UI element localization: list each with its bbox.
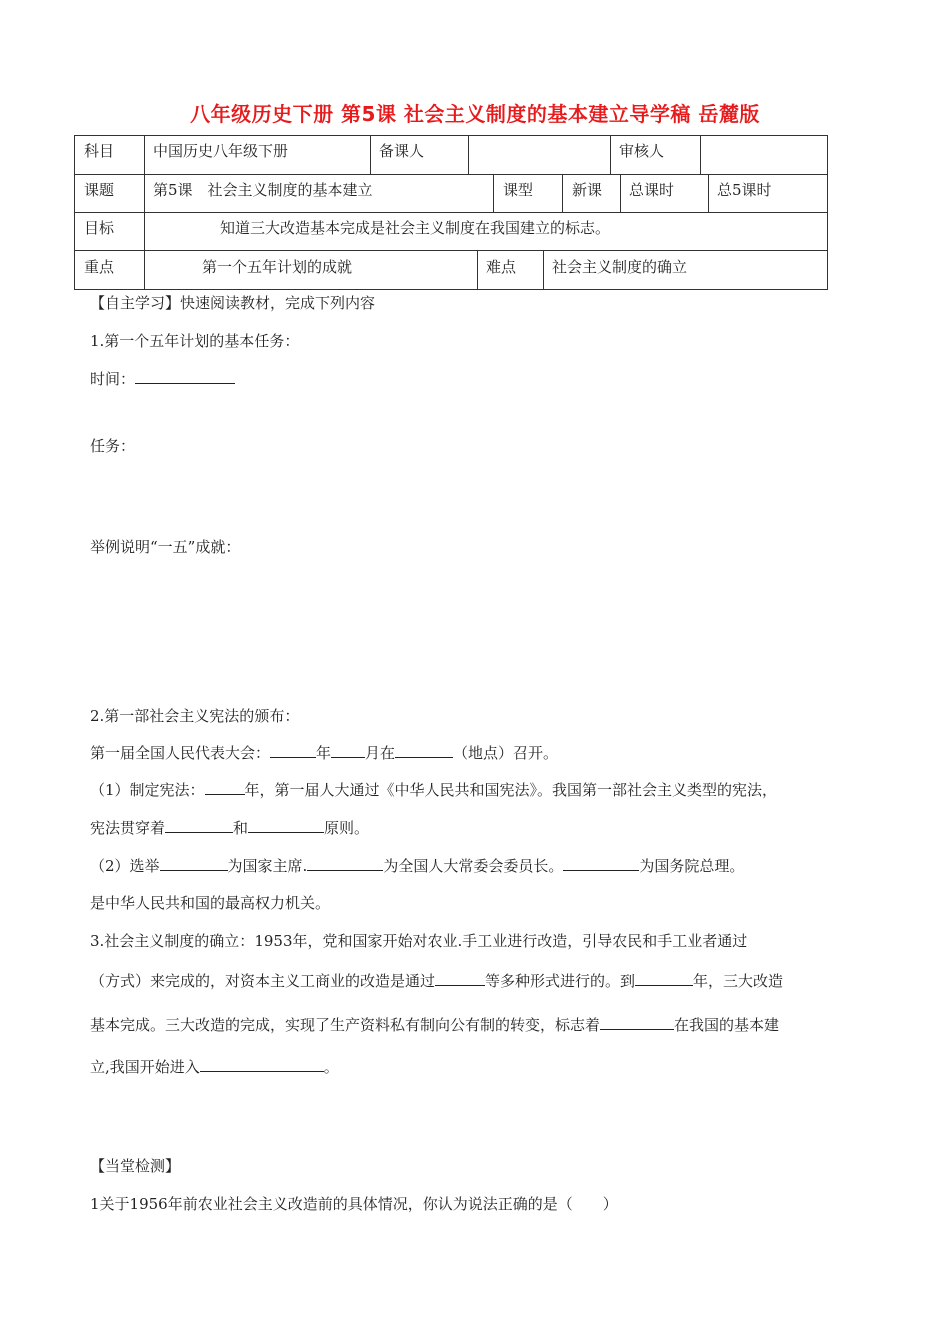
principle-blank-1[interactable] xyxy=(165,817,233,833)
lesson-type-label: 课型 xyxy=(503,181,534,199)
const-text-3: 宪法贯穿着 xyxy=(90,819,166,837)
preparer-label: 备课人 xyxy=(379,142,425,160)
period-blank[interactable] xyxy=(200,1056,324,1072)
example-label: 举例说明“一五”成就： xyxy=(90,538,241,556)
const-year-blank[interactable] xyxy=(205,779,245,795)
question-2: 2.第一部社会主义宪法的颁布： xyxy=(90,707,300,725)
elect-text-1: （2）选举 xyxy=(90,857,160,875)
key-point-value: 第一个五年计划的成就 xyxy=(202,258,353,276)
q3-text-7: 。 xyxy=(323,1058,339,1076)
elect-text-2: 为国家主席. xyxy=(227,857,308,875)
elect-text-3: 为全国人大常委会委员长。 xyxy=(383,857,564,875)
election-line xyxy=(90,855,744,876)
q3-text-1: （方式）来完成的，对资本主义工商业的改造是通过 xyxy=(90,972,436,990)
q3-text-5: 在我国的基本建 xyxy=(674,1016,780,1034)
goal-label: 目标 xyxy=(84,219,115,237)
q3-text-4: 基本完成。三大改造的完成，实现了生产资料私有制向公有制的转变，标志着 xyxy=(90,1016,601,1034)
const-text-4: 原则。 xyxy=(324,819,370,837)
question-1: 1.第一个五年计划的基本任务： xyxy=(90,332,300,350)
elect-text-4: 为国务院总理。 xyxy=(639,857,745,875)
total-hours-label: 总课时 xyxy=(629,181,675,199)
constitution-line-1 xyxy=(90,779,777,800)
question-3-line-4 xyxy=(90,1056,339,1077)
goal-value: 知道三大改造基本完成是社会主义制度在我国建立的标志。 xyxy=(220,219,611,237)
difficulty-label: 难点 xyxy=(486,258,517,276)
total-hours-value: 总5课时 xyxy=(717,181,772,199)
document-title: 八年级历史下册 第5课 社会主义制度的基本建立导学稿 岳麓版 xyxy=(190,102,760,126)
task-label: 任务： xyxy=(90,437,136,455)
npc-text: 第一届全国人民代表大会： xyxy=(90,744,271,762)
subject-label: 科目 xyxy=(84,142,115,160)
question-3-line-3 xyxy=(90,1014,779,1035)
place-blank[interactable] xyxy=(395,742,453,758)
power-line: 是中华人民共和国的最高权力机关。 xyxy=(90,894,331,912)
q3-text-6: 立,我国开始进入 xyxy=(90,1058,200,1076)
q3-text-2: 等多种形式进行的。到 xyxy=(485,972,636,990)
difficulty-value: 社会主义制度的确立 xyxy=(552,258,688,276)
const-text-2: 年，第一届人大通过《中华人民共和国宪法》。我国第一部社会主义类型的宪法， xyxy=(244,781,778,799)
time-label: 时间： xyxy=(90,370,136,388)
form-blank[interactable] xyxy=(435,970,485,986)
topic-label: 课题 xyxy=(84,181,115,199)
npc-line xyxy=(90,742,558,763)
test-question-1: 1关于1956年前农业社会主义改造前的具体情况，你认为说法正确的是（ ） xyxy=(90,1195,618,1213)
year-done-blank[interactable] xyxy=(635,970,693,986)
npc-month: 月在 xyxy=(365,744,396,762)
system-blank[interactable] xyxy=(600,1014,674,1030)
topic-value: 第5课 社会主义制度的基本建立 xyxy=(153,181,373,199)
year-blank[interactable] xyxy=(270,742,316,758)
self-study-header: 【自主学习】快速阅读教材，完成下列内容 xyxy=(90,294,376,312)
principle-blank-2[interactable] xyxy=(248,817,324,833)
class-test-header: 【当堂检测】 xyxy=(90,1157,181,1175)
npc-year: 年 xyxy=(316,744,332,762)
month-blank[interactable] xyxy=(331,742,365,758)
key-point-label: 重点 xyxy=(84,258,115,276)
npc-place: （地点）召开。 xyxy=(453,744,559,762)
const-text-1: （1）制定宪法： xyxy=(90,781,205,799)
constitution-line-2 xyxy=(90,817,369,838)
reviewer-label: 审核人 xyxy=(619,142,665,160)
time-blank[interactable] xyxy=(135,368,235,384)
time-line xyxy=(90,368,235,389)
question-3-line-2 xyxy=(90,970,783,991)
question-3-line-1: 3.社会主义制度的确立：1953年，党和国家开始对农业.手工业进行改造，引导农民和手工业者通过 xyxy=(90,932,748,950)
const-and: 和 xyxy=(233,819,249,837)
q3-text-3: 年，三大改造 xyxy=(693,972,784,990)
chairman-blank[interactable] xyxy=(160,855,228,871)
npc-chair-blank[interactable] xyxy=(307,855,383,871)
subject-value: 中国历史八年级下册 xyxy=(153,142,289,160)
premier-blank[interactable] xyxy=(563,855,639,871)
lesson-type-value: 新课 xyxy=(572,181,603,199)
